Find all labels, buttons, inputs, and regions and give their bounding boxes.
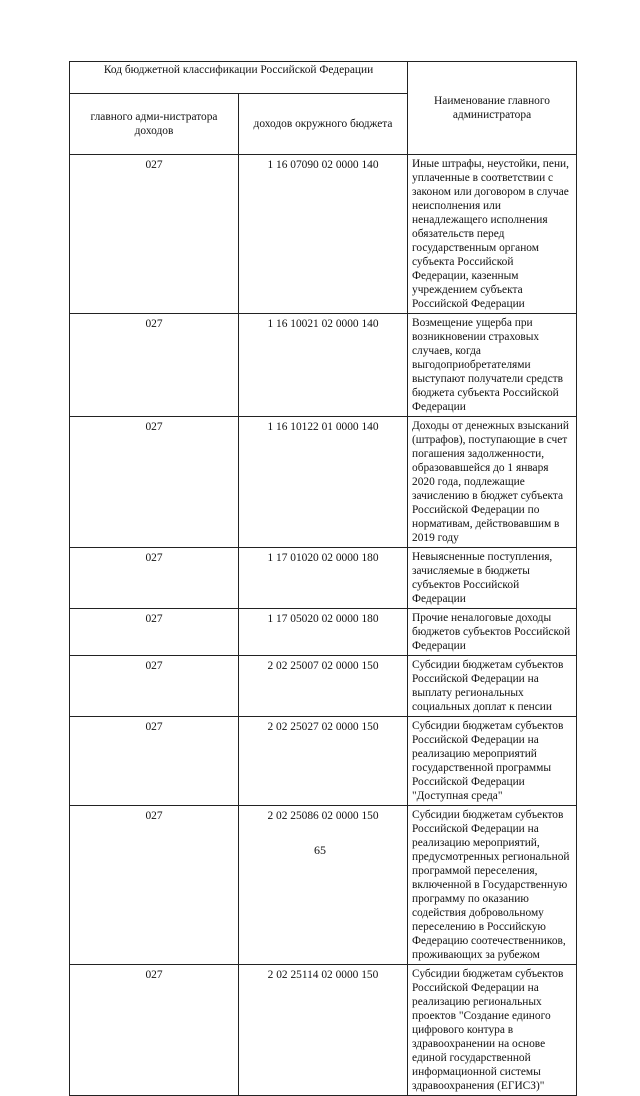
table-row <box>70 656 577 717</box>
budget-code-cell: 2 02 25007 02 0000 150 <box>239 656 408 717</box>
budget-code-cell: 1 16 10122 01 0000 140 <box>239 417 408 548</box>
table-row <box>70 548 577 609</box>
administrator-name-cell: Возмещение ущерба при возникновении страховых случаев, когда выгодоприобретателями выступают получатели средств бюджета субъекта Российской Федерации <box>408 314 577 417</box>
table-row <box>70 155 577 314</box>
admin-code-cell: 027 <box>70 656 239 717</box>
budget-code-cell: 1 17 01020 02 0000 180 <box>239 548 408 609</box>
table-row <box>70 717 577 806</box>
administrator-name-cell: Субсидии бюджетам субъектов Российской Федерации на реализацию региональных проектов "Создание единого цифрового контура в здравоохранении на основе единой государственной информационной системы здравоохранения (ЕГИСЗ)" <box>408 965 577 1096</box>
budget-code-cell: 2 02 25027 02 0000 150 <box>239 717 408 806</box>
budget-classification-table <box>69 61 577 1096</box>
header-col-admin: главного адми-нистратора доходов <box>70 94 239 155</box>
admin-code-cell: 027 <box>70 155 239 314</box>
table-row <box>70 609 577 656</box>
table-row <box>70 417 577 548</box>
administrator-name-cell: Доходы от денежных взысканий (штрафов), поступающие в счет погашения задолженности, образовавшейся до 1 января 2020 года, подлежащие зачислению в бюджет субъекта Российской Федерации по нормативам, действовавшим в 2019 году <box>408 417 577 548</box>
budget-code-cell: 1 17 05020 02 0000 180 <box>239 609 408 656</box>
budget-code-cell: 2 02 25086 02 0000 150 <box>239 806 408 965</box>
administrator-name-cell: Невыясненные поступления, зачисляемые в бюджеты субъектов Российской Федерации <box>408 548 577 609</box>
admin-code-cell: 027 <box>70 314 239 417</box>
admin-code-cell: 027 <box>70 609 239 656</box>
table-row <box>70 965 577 1096</box>
admin-code-cell: 027 <box>70 548 239 609</box>
administrator-name-cell: Субсидии бюджетам субъектов Российской Федерации на выплату региональных социальных доплат к пенсии <box>408 656 577 717</box>
administrator-name-cell: Субсидии бюджетам субъектов Российской Федерации на реализацию мероприятий, предусмотренных региональной программой переселения, включенной в Государственную программу по оказанию содействия добровольному переселению в Российскую Федерацию соотечественников, проживающих за рубежом <box>408 806 577 965</box>
admin-code-cell: 027 <box>70 417 239 548</box>
admin-code-cell: 027 <box>70 717 239 806</box>
budget-code-cell: 1 16 07090 02 0000 140 <box>239 155 408 314</box>
page-number: 65 <box>314 843 326 857</box>
header-col-code: доходов окружного бюджета <box>239 94 408 155</box>
administrator-name-cell: Субсидии бюджетам субъектов Российской Федерации на реализацию мероприятий государственной программы Российской Федерации "Доступная среда" <box>408 717 577 806</box>
table-row <box>70 314 577 417</box>
admin-code-cell: 027 <box>70 806 239 965</box>
budget-code-cell: 2 02 25114 02 0000 150 <box>239 965 408 1096</box>
header-col-name: Наименование главного администратора <box>408 62 577 155</box>
table-row <box>70 806 577 965</box>
administrator-name-cell: Прочие неналоговые доходы бюджетов субъектов Российской Федерации <box>408 609 577 656</box>
table-body <box>70 155 577 1096</box>
header-group-title: Код бюджетной классификации Российской Федерации <box>70 62 408 94</box>
admin-code-cell: 027 <box>70 965 239 1096</box>
budget-code-cell: 1 16 10021 02 0000 140 <box>239 314 408 417</box>
administrator-name-cell: Иные штрафы, неустойки, пени, уплаченные в соответствии с законом или договором в случае неисполнения или ненадлежащего исполнения обязательств перед государственным органом субъекта Российской Федерации, казенным учреждением субъекта Российской Федерации <box>408 155 577 314</box>
